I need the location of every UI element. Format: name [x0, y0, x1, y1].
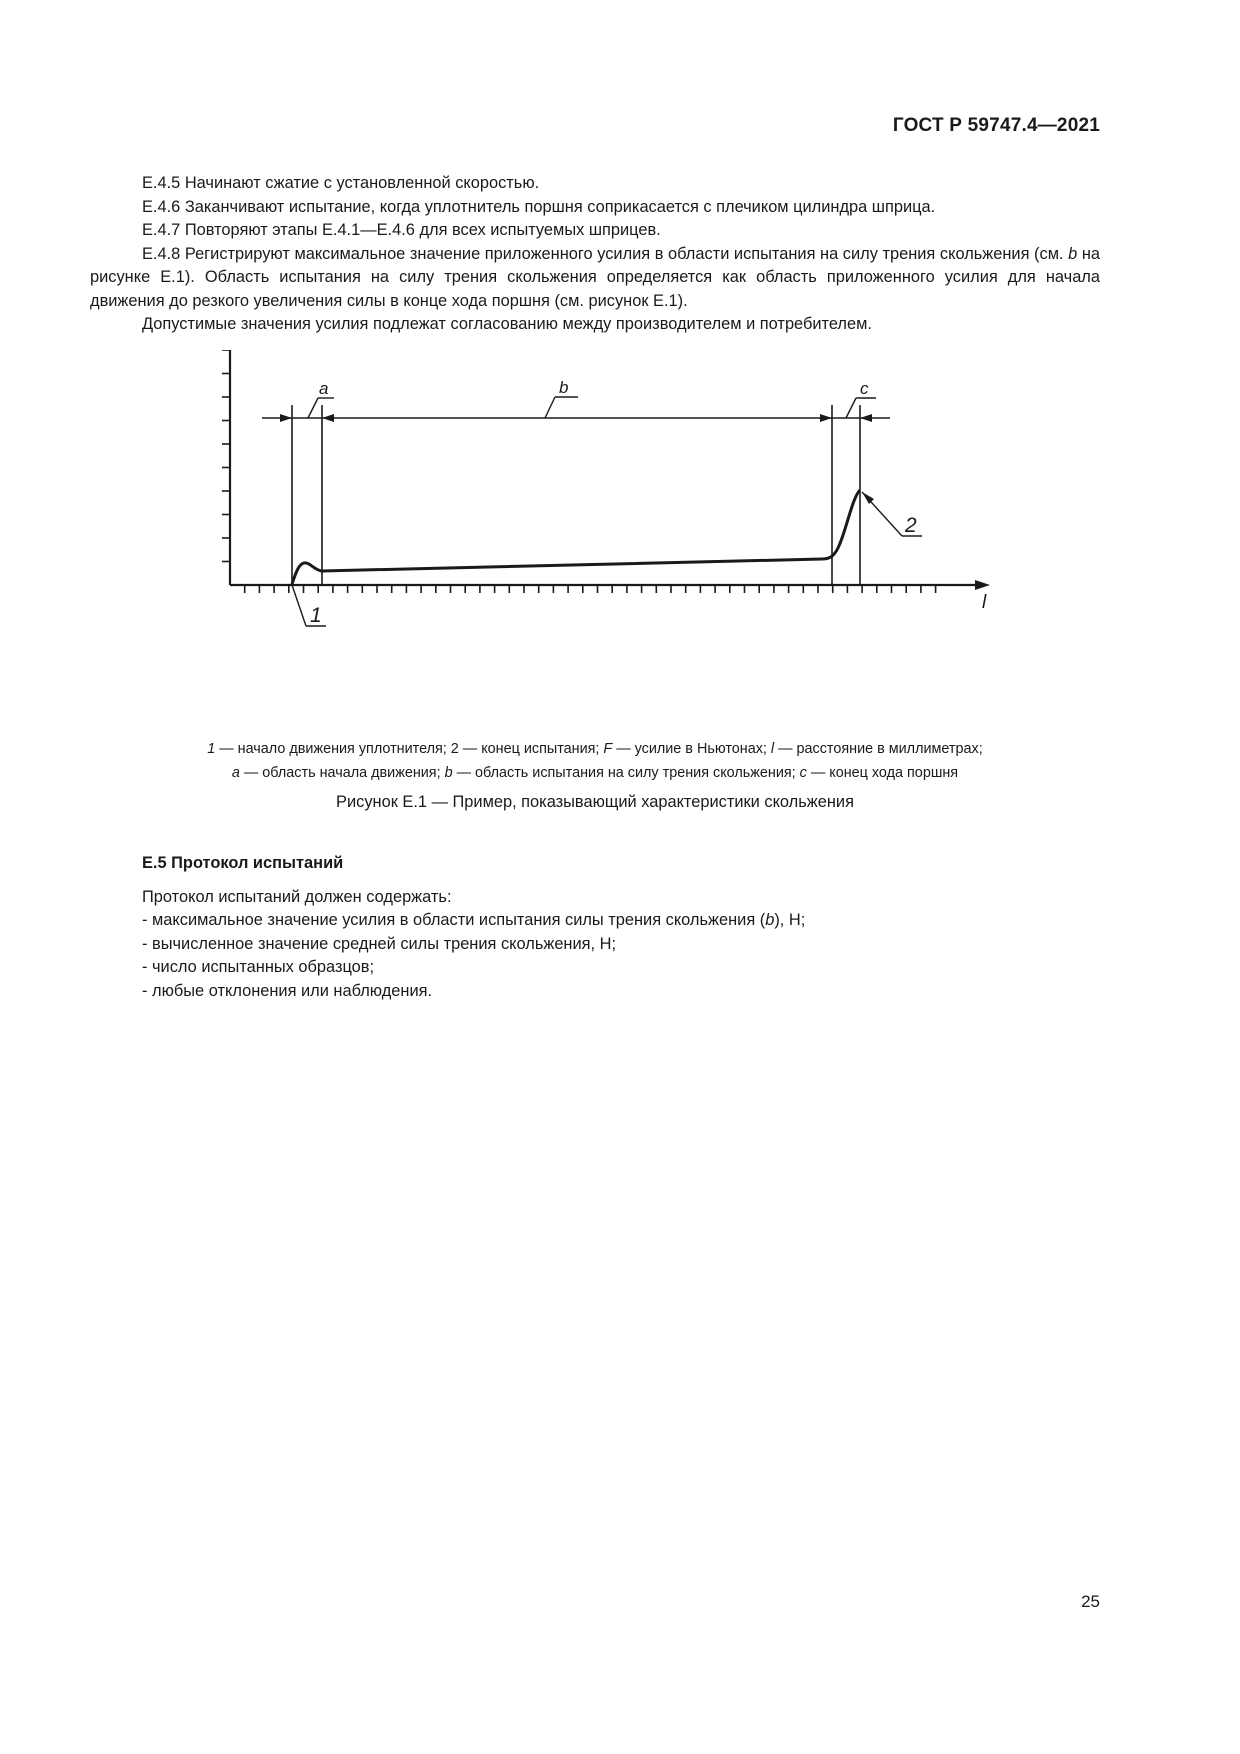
document-code: ГОСТ Р 59747.4—2021	[892, 115, 1100, 136]
y-axis-ticks	[222, 350, 230, 562]
legend-segment: — расстояние в миллиметрах;	[774, 741, 983, 757]
list-item-1-pre: - максимальное значение усилия в области испытания силы трения скольжения (	[142, 911, 766, 929]
callout-1: 1	[310, 604, 322, 627]
arrow-a-left	[280, 414, 292, 422]
arrow-b-right	[820, 414, 832, 422]
region-label-b: b	[559, 378, 569, 397]
list-item-1-italic: b	[765, 911, 775, 929]
list-item-1-post: ), Н;	[774, 911, 806, 929]
legend-segment: F	[603, 741, 613, 757]
x-axis-ticks	[245, 585, 936, 593]
legend-line-1	[90, 738, 1100, 762]
legend-segment: — конец хода поршня	[806, 764, 959, 781]
section-intro: Протокол испытаний должен содержать:	[142, 887, 452, 906]
legend-segment: — начало движения уплотнителя; 2 — конец испытания;	[215, 741, 604, 757]
x-axis-arrow	[975, 580, 990, 590]
legend-segment: b	[444, 764, 453, 781]
list-item: - любые отклонения или наблюдения.	[142, 981, 433, 1000]
arrow-b-left	[322, 414, 334, 422]
legend-segment: — усилие в Ньютонах;	[612, 741, 771, 757]
legend-segment: 1	[207, 741, 216, 757]
leader-b	[545, 397, 555, 418]
section-e5	[142, 852, 1102, 1003]
legend-line-2	[90, 762, 1100, 786]
paragraph-e48	[90, 243, 1100, 314]
section-heading: Е.5 Протокол испытаний	[142, 854, 344, 872]
body-text	[90, 172, 1100, 337]
page-number: 25	[1081, 1592, 1100, 1611]
legend-segment: — область испытания на силу трения скольжения;	[452, 764, 800, 781]
arrow-c-right	[860, 414, 872, 422]
leader-c	[846, 398, 856, 418]
leader-a	[308, 398, 318, 418]
legend-segment: c	[799, 764, 807, 781]
figure-legend	[90, 738, 1100, 785]
sliding-force-diagram	[200, 350, 1000, 720]
paragraph-e48-part2: на рисунке Е.1). Область испытания на силу трения скольжения определяется как область приложенного усилия для начала движения до резкого увеличения силы в конце хода поршня (см. рисунок Е.1).	[90, 244, 1100, 310]
legend-segment: a	[231, 764, 240, 781]
paragraph-e46: Е.4.6 Заканчивают испытание, когда уплотнитель поршня соприкасается с плечиком цилиндра шприца.	[142, 197, 936, 216]
x-axis-label: l	[982, 592, 987, 613]
legend-segment: l	[770, 741, 775, 757]
region-label-a: a	[319, 379, 329, 398]
figure-caption: Рисунок Е.1 — Пример, показывающий характеристики скольжения	[336, 793, 854, 811]
paragraph-e47: Е.4.7 Повторяют этапы Е.4.1—Е.4.6 для всех испытуемых шприцев.	[142, 221, 661, 239]
paragraph-e48-italic-b: b	[1068, 244, 1078, 263]
list-item: - число испытанных образцов;	[142, 958, 375, 976]
legend-segment: — область начала движения;	[239, 764, 445, 781]
list-item	[142, 909, 1102, 933]
paragraph-tolerance: Допустимые значения усилия подлежат согласованию между производителем и потребителем.	[142, 315, 872, 333]
paragraph-e48-part1: Е.4.8 Регистрируют максимальное значение приложенного усилия в области испытания на силу трения скольжения (см.	[142, 244, 1069, 263]
paragraph-e45: Е.4.5 Начинают сжатие с установленной скоростью.	[142, 174, 540, 192]
list-item: - вычисленное значение средней силы трения скольжения, Н;	[142, 934, 617, 953]
figure-e1	[200, 350, 1000, 720]
callout-2: 2	[905, 514, 917, 537]
region-label-c: c	[860, 379, 869, 398]
force-curve	[292, 490, 860, 584]
